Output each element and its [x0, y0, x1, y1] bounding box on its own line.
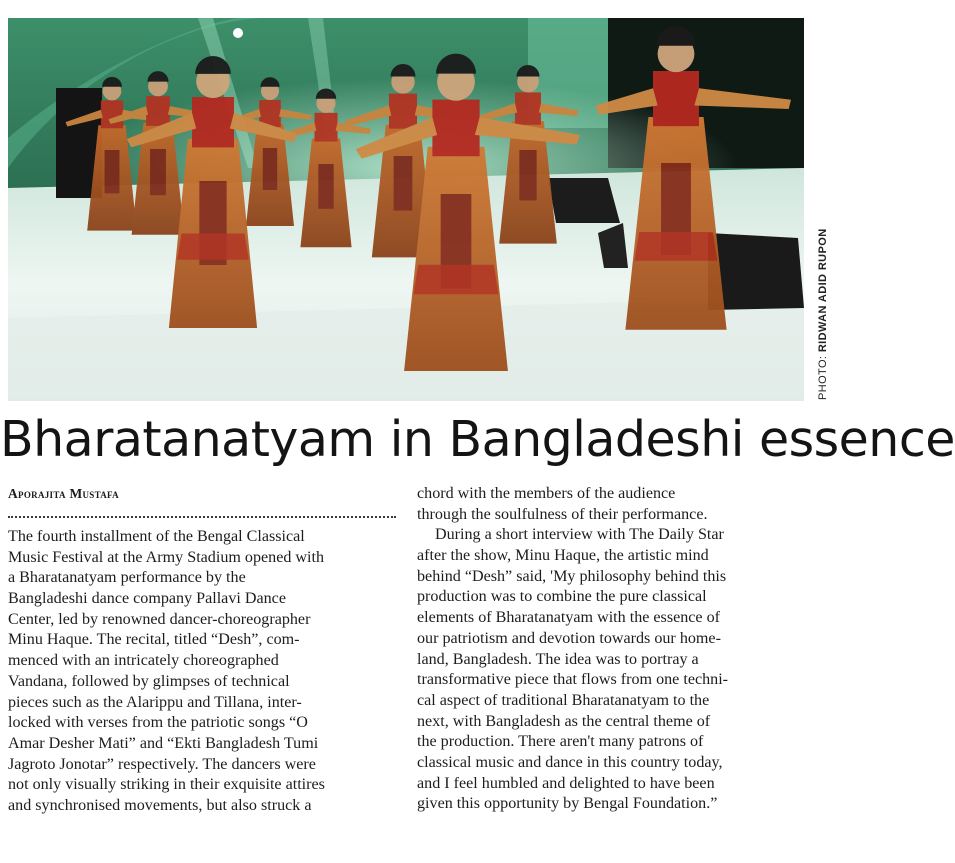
headline: Bharatanatyam in Bangladeshi essence — [0, 411, 955, 468]
body-line: pieces such as the Alarippu and Tillana, inter- — [8, 693, 302, 711]
body-line: cal aspect of traditional Bharatanatyam to the — [417, 691, 710, 709]
body-line: Minu Haque. The recital, titled “Desh”, com- — [8, 631, 300, 649]
article-column-2 — [417, 484, 803, 815]
body-line: transformative piece that flows from one techni- — [417, 671, 729, 689]
body-line: locked with verses from the patriotic songs “O — [8, 714, 308, 732]
body-line: Amar Desher Mati” and “Ekti Bangladesh Tumi — [8, 734, 319, 752]
body-line: Vandana, followed by glimpses of technical — [8, 672, 290, 690]
body-line: a Bharatanatyam performance by the — [8, 569, 246, 587]
body-line: and synchronised movements, but also struck a — [8, 796, 312, 814]
body-line: behind “Desh” said, 'My philosophy behind this — [417, 567, 727, 585]
body-line: Center, led by renowned dancer-choreographer — [8, 610, 311, 628]
dance-performance-illustration — [8, 18, 804, 401]
body-line: classical music and dance in this country today, — [417, 753, 723, 771]
article-column-1 — [8, 527, 400, 817]
body-line: land, Bangladesh. The idea was to portray a — [417, 650, 699, 668]
body-line: and I feel humbled and delighted to have been — [417, 774, 715, 792]
body-line: next, with Bangladesh as the central theme of — [417, 712, 711, 730]
body-line: production was to combine the pure classical — [417, 588, 707, 606]
paragraph-start-line: During a short interview with The Daily Star — [435, 526, 724, 544]
article-photo — [8, 18, 804, 401]
body-line: The fourth installment of the Bengal Classical — [8, 528, 305, 545]
body-line: through the soulfulness of their performance. — [417, 505, 708, 523]
body-line: given this opportunity by Bengal Foundation.” — [417, 795, 718, 813]
body-line: elements of Bharatanatyam with the essence of — [417, 609, 720, 627]
body-line: chord with the members of the audience — [417, 485, 676, 502]
body-line: Bangladeshi dance company Pallavi Dance — [8, 590, 286, 608]
body-line: not only visually striking in their exquisite attires — [8, 776, 325, 794]
byline: Aporajita Mustafa — [8, 486, 119, 501]
body-line: our patriotism and devotion towards our home- — [417, 629, 721, 647]
photo-credit — [817, 228, 829, 400]
body-line: the production. There aren't many patrons of — [417, 733, 704, 751]
photo-credit-prefix: PHOTO: — [817, 352, 829, 400]
photo-credit-name: RIDWAN ADID RUPON — [817, 228, 829, 353]
body-line: Music Festival at the Army Stadium opened with — [8, 548, 325, 566]
byline-divider — [8, 516, 396, 518]
body-line: after the show, Minu Haque, the artistic mind — [417, 547, 709, 565]
body-line: Jagroto Jonotar” respectively. The dancers were — [8, 755, 316, 773]
body-line: menced with an intricately choreographed — [8, 652, 279, 670]
